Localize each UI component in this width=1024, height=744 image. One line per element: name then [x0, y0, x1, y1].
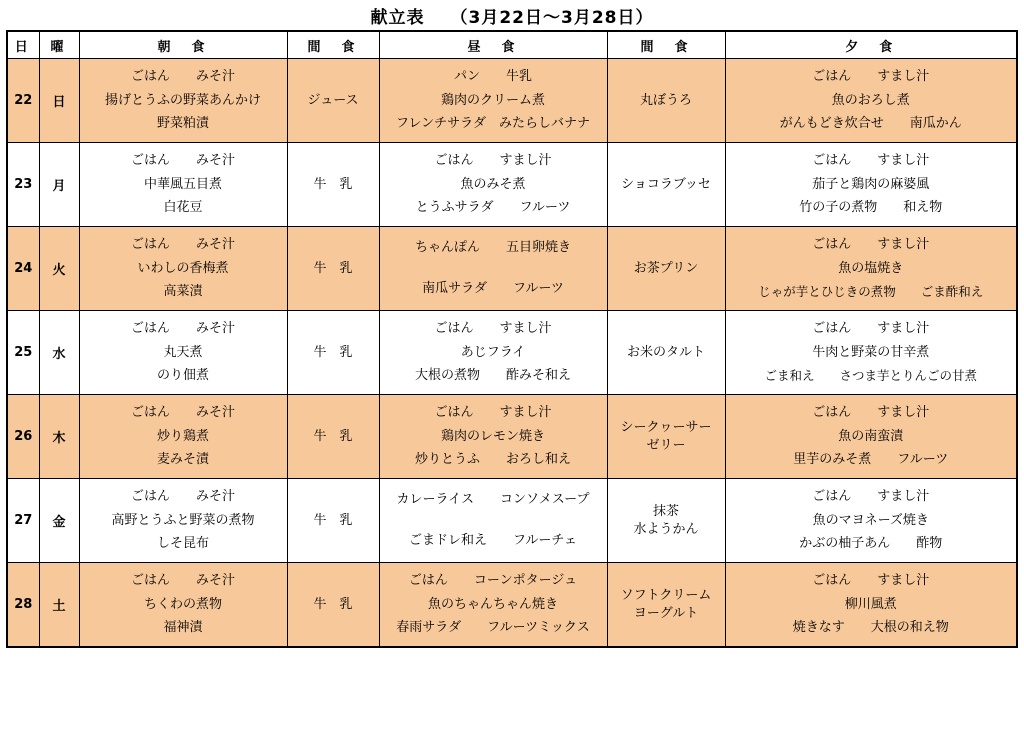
cell-lunch — [379, 143, 607, 227]
menu-line: 高野とうふと野菜の煮物 — [111, 512, 255, 528]
table-row — [7, 311, 1017, 395]
cell-day: 26 — [7, 395, 39, 479]
table-row — [7, 227, 1017, 311]
cell-dayofweek: 日 — [39, 59, 79, 143]
cell-lunch — [379, 59, 607, 143]
menu-line: お茶プリン — [633, 260, 699, 276]
cell-dayofweek: 水 — [39, 311, 79, 395]
menu-line: 揚げとうふの野菜あんかけ — [104, 92, 261, 108]
menu-line: のり佃煮 — [156, 368, 209, 384]
menu-line: とうふサラダ フルーツ — [415, 200, 571, 216]
menu-line: ちくわの煮物 — [143, 596, 222, 612]
menu-line: ヨーグルト — [633, 605, 699, 621]
menu-line: 柳川風煮 — [844, 596, 897, 612]
page-title-main: 献立表 — [370, 7, 425, 28]
menu-line: ごはん すまし汁 — [812, 237, 930, 253]
menu-line: ごはん みそ汁 — [130, 237, 235, 253]
menu-line: がんもどき炊合せ 南瓜かん — [779, 116, 962, 132]
menu-line: 魚の塩焼き — [838, 261, 904, 277]
cell-snack-morning — [287, 395, 379, 479]
menu-line: ちゃんぽん 五目卵焼き — [414, 239, 571, 255]
table-header — [7, 31, 1017, 59]
column-header-day: 日 — [7, 31, 39, 59]
cell-lunch — [379, 311, 607, 395]
cell-dinner — [725, 479, 1017, 563]
cell-dinner — [725, 143, 1017, 227]
cell-day: 23 — [7, 143, 39, 227]
column-header-snack-morning: 間 食 — [287, 31, 379, 59]
menu-line: 焼きなす 大根の和え物 — [792, 620, 949, 636]
menu-line: あじフライ — [460, 344, 526, 360]
menu-line: ごはん すまし汁 — [812, 573, 930, 589]
cell-snack-morning — [287, 479, 379, 563]
cell-snack-morning — [287, 143, 379, 227]
table-row — [7, 59, 1017, 143]
page-title — [0, 0, 1024, 30]
cell-dayofweek: 月 — [39, 143, 79, 227]
cell-lunch — [379, 479, 607, 563]
menu-line: かぶの柚子あん 酢物 — [799, 536, 943, 552]
menu-line: 春雨サラダ フルーツミックス — [396, 620, 590, 636]
menu-line: 高菜漬 — [163, 284, 203, 300]
menu-line: 炒りとうふ おろし和え — [414, 452, 571, 468]
menu-line: ソフトクリーム — [620, 587, 712, 603]
cell-snack-afternoon — [607, 563, 725, 648]
cell-breakfast — [79, 143, 287, 227]
menu-line: 大根の煮物 酢みそ和え — [414, 368, 571, 384]
cell-dayofweek: 金 — [39, 479, 79, 563]
cell-snack-afternoon — [607, 395, 725, 479]
cell-day: 25 — [7, 311, 39, 395]
cell-snack-afternoon — [607, 143, 725, 227]
menu-line: じゃが芋とひじきの煮物 ごま酢和え — [758, 283, 984, 299]
menu-line: お米のタルト — [626, 344, 705, 360]
menu-line: ごはん すまし汁 — [812, 321, 930, 337]
menu-line: ごはん みそ汁 — [130, 489, 235, 505]
menu-line: しそ昆布 — [156, 536, 209, 552]
menu-line: フレンチサラダ みたらしバナナ — [395, 116, 591, 132]
cell-snack-afternoon — [607, 311, 725, 395]
menu-line: 魚のおろし煮 — [831, 92, 910, 108]
menu-line: 牛 乳 — [313, 596, 353, 612]
menu-line: ごまドレ和え フルーチェ — [408, 533, 578, 549]
cell-day: 27 — [7, 479, 39, 563]
menu-line: パン 牛乳 — [453, 69, 532, 85]
menu-line: ごはん すまし汁 — [812, 69, 930, 85]
cell-dayofweek: 火 — [39, 227, 79, 311]
menu-line: ごはん みそ汁 — [130, 321, 235, 337]
cell-dinner — [725, 563, 1017, 648]
page-title-date-range: （3月22日～3月28日） — [450, 7, 654, 28]
menu-line: 丸ぼうろ — [639, 92, 692, 108]
menu-line: いわしの香梅煮 — [137, 260, 229, 276]
cell-lunch — [379, 227, 607, 311]
cell-dinner — [725, 59, 1017, 143]
menu-line: 牛 乳 — [313, 512, 353, 528]
cell-breakfast — [79, 59, 287, 143]
menu-line: ごはん すまし汁 — [812, 489, 930, 505]
menu-line: 水ようかん — [633, 521, 699, 537]
table-body — [7, 59, 1017, 648]
cell-breakfast — [79, 395, 287, 479]
menu-line: 魚のみそ煮 — [460, 176, 526, 192]
menu-line: ごはん みそ汁 — [130, 69, 235, 85]
cell-lunch — [379, 395, 607, 479]
column-header-snack-afternoon: 間 食 — [607, 31, 725, 59]
menu-line: ごはん すまし汁 — [434, 153, 552, 169]
menu-line: 牛肉と野菜の甘辛煮 — [812, 345, 930, 361]
menu-line: 丸天煮 — [163, 344, 203, 360]
menu-line: ごはん すまし汁 — [812, 405, 930, 421]
column-header-lunch: 昼 食 — [379, 31, 607, 59]
cell-snack-morning — [287, 59, 379, 143]
menu-line: 野菜粕漬 — [156, 116, 209, 132]
menu-line: 牛 乳 — [313, 344, 353, 360]
menu-line: 麦みそ漬 — [156, 452, 209, 468]
menu-line: 茄子と鶏肉の麻婆風 — [812, 176, 930, 192]
menu-line: 牛 乳 — [313, 260, 353, 276]
menu-line: 里芋のみそ煮 フルーツ — [793, 452, 949, 468]
menu-line: 魚のちゃんちゃん焼き — [427, 596, 558, 612]
cell-dinner — [725, 227, 1017, 311]
cell-dinner — [725, 395, 1017, 479]
menu-line: ごはん みそ汁 — [130, 153, 235, 169]
menu-line: 魚の南蛮漬 — [838, 428, 904, 444]
table-row — [7, 479, 1017, 563]
cell-snack-morning — [287, 563, 379, 648]
menu-line: シークヮーサー — [620, 419, 712, 435]
cell-breakfast — [79, 563, 287, 648]
column-header-dayofweek: 曜 — [39, 31, 79, 59]
menu-line: 牛 乳 — [313, 176, 353, 192]
menu-line: 中華風五目煮 — [143, 176, 222, 192]
menu-line: 竹の子の煮物 和え物 — [799, 200, 943, 216]
cell-day: 28 — [7, 563, 39, 648]
menu-line: カレーライス コンソメスープ — [396, 491, 590, 507]
cell-breakfast — [79, 227, 287, 311]
menu-line: ゼリー — [646, 437, 686, 453]
menu-line: 魚のマヨネーズ焼き — [812, 512, 929, 528]
cell-dayofweek: 土 — [39, 563, 79, 648]
cell-snack-afternoon — [607, 59, 725, 143]
menu-line: 白花豆 — [163, 200, 203, 216]
cell-breakfast — [79, 479, 287, 563]
table-header-row — [7, 31, 1017, 59]
table-row — [7, 143, 1017, 227]
cell-snack-morning — [287, 311, 379, 395]
cell-lunch — [379, 563, 607, 648]
menu-line: ジュース — [307, 92, 359, 108]
menu-table — [6, 30, 1018, 648]
menu-line: ごはん みそ汁 — [130, 573, 235, 589]
menu-line: 鶏肉のレモン焼き — [440, 428, 545, 444]
cell-snack-afternoon — [607, 479, 725, 563]
table-row — [7, 395, 1017, 479]
cell-breakfast — [79, 311, 287, 395]
menu-line: 牛 乳 — [313, 428, 353, 444]
menu-line: ごはん すまし汁 — [812, 153, 930, 169]
cell-snack-afternoon — [607, 227, 725, 311]
menu-line: ショコラブッセ — [621, 176, 711, 192]
cell-dinner — [725, 311, 1017, 395]
menu-line: ごはん すまし汁 — [434, 321, 552, 337]
menu-line: 抹茶 — [652, 503, 679, 519]
cell-snack-morning — [287, 227, 379, 311]
menu-line: 炒り鶏煮 — [156, 428, 209, 444]
menu-line: 南瓜サラダ フルーツ — [422, 281, 564, 297]
menu-line: 鶏肉のクリーム煮 — [440, 92, 545, 108]
menu-line: 福神漬 — [163, 620, 203, 636]
menu-line: ごはん すまし汁 — [434, 405, 552, 421]
menu-line: ごはん みそ汁 — [130, 405, 235, 421]
cell-dayofweek: 木 — [39, 395, 79, 479]
column-header-dinner: 夕 食 — [725, 31, 1017, 59]
table-row — [7, 563, 1017, 648]
cell-day: 24 — [7, 227, 39, 311]
cell-day: 22 — [7, 59, 39, 143]
menu-line: ごはん コーンポタージュ — [408, 573, 578, 589]
column-header-breakfast: 朝 食 — [79, 31, 287, 59]
menu-line: ごま和え さつま芋とりんごの甘煮 — [764, 367, 977, 383]
